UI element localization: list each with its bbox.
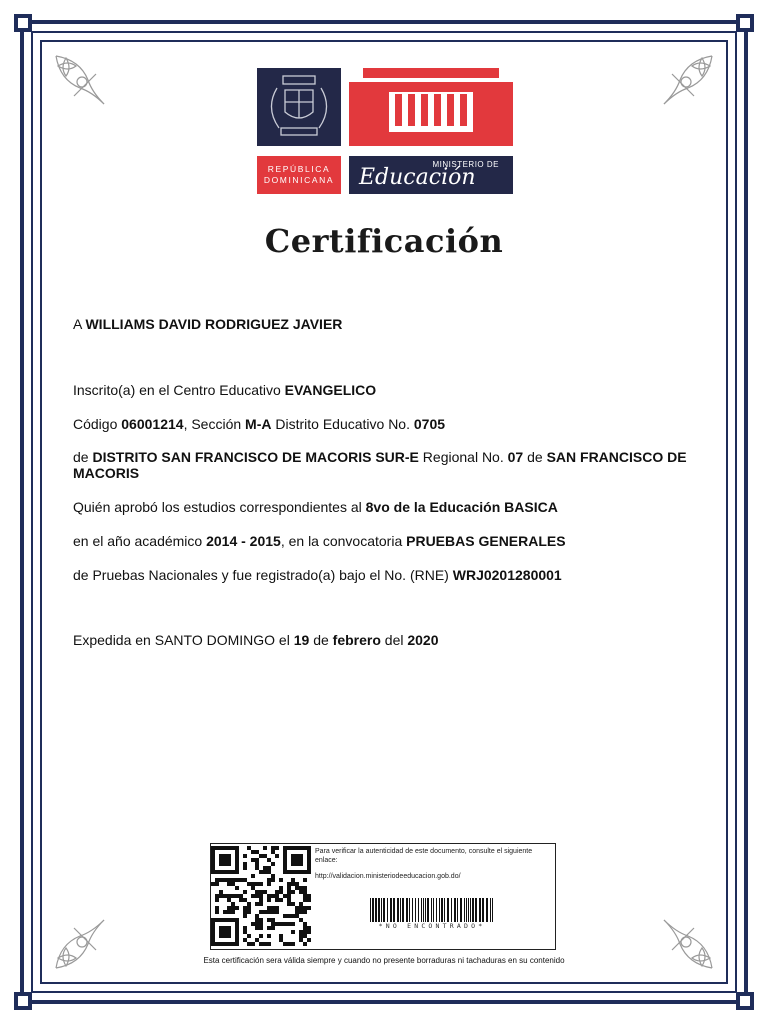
corner-square-bottom-right xyxy=(736,992,754,1010)
seccion-value: M-A xyxy=(245,416,272,432)
issued-del: del xyxy=(384,632,404,648)
codigo-label: Código xyxy=(73,416,118,432)
convocatoria-value: PRUEBAS GENERALES xyxy=(406,533,566,549)
studies-line xyxy=(73,499,698,515)
educacion-text: Educación xyxy=(359,165,476,190)
border-line-top xyxy=(40,40,728,42)
rne-label: de Pruebas Nacionales y fue registrado(a) bajo el No. (RNE) xyxy=(73,567,449,583)
corner-square-bottom-left xyxy=(14,992,32,1010)
republica-text: REPÚBLICA xyxy=(267,164,331,174)
issued-month: febrero xyxy=(332,632,381,648)
rne-value: WRJ0201280001 xyxy=(452,567,562,583)
qr-code-icon[interactable] xyxy=(211,844,311,948)
verification-box xyxy=(210,843,556,950)
ministerio-de-text: MINISTERIO DE xyxy=(432,160,499,169)
corner-ornament-icon xyxy=(52,52,108,108)
recipient-name: WILLIAMS DAVID RODRIGUEZ JAVIER xyxy=(85,316,343,332)
studies-level: BASICA xyxy=(504,499,558,515)
issued-label: Expedida en SANTO DOMINGO el xyxy=(73,632,290,648)
district-de2: de xyxy=(527,449,543,465)
center-name: EVANGELICO xyxy=(284,382,377,398)
distrito-label: Distrito Educativo No. xyxy=(275,416,410,432)
year-label: en el año académico xyxy=(73,533,203,549)
convocatoria-label: , en la convocatoria xyxy=(280,533,403,549)
studies-label: Quién aprobó los estudios correspondientes al xyxy=(73,499,362,515)
barcode-icon xyxy=(368,898,496,922)
recipient-line xyxy=(73,316,698,332)
dominicana-text: DOMINICANA xyxy=(263,175,335,185)
issued-year: 2020 xyxy=(407,632,439,648)
regional-value: 07 xyxy=(507,449,524,465)
center-label: Inscrito(a) en el Centro Educativo xyxy=(73,382,281,398)
corner-square-top-right xyxy=(736,14,754,32)
corner-square-top-left xyxy=(14,14,32,32)
validity-note: Esta certificación sera válida siempre y cuando no presente borraduras ni tachaduras en su contenido xyxy=(203,956,565,965)
republica-dominicana-label xyxy=(257,156,341,194)
page-title: Certificación xyxy=(264,222,504,260)
issued-line xyxy=(73,632,698,648)
recipient-prefix: A xyxy=(73,316,82,332)
ministry-building-icon xyxy=(349,68,513,146)
codigo-line xyxy=(73,416,698,432)
issued-de: de xyxy=(313,632,329,648)
regional-label: Regional No. xyxy=(422,449,504,465)
regional-name: SAN FRANCISCO DE MACORIS xyxy=(73,449,687,481)
ministry-logo xyxy=(257,68,513,196)
distrito-value: 0705 xyxy=(413,416,446,432)
ministerio-educacion-label xyxy=(349,156,513,194)
coat-of-arms-icon xyxy=(257,68,341,146)
district-line xyxy=(73,449,698,481)
issued-day: 19 xyxy=(293,632,310,648)
district-name: DISTRITO SAN FRANCISCO DE MACORIS SUR-E xyxy=(92,449,419,465)
codigo-value: 06001214 xyxy=(121,416,184,432)
verify-url[interactable]: http://validacion.ministeriodeeducacion.gob.do/ xyxy=(315,873,461,880)
year-value: 2014 - 2015 xyxy=(206,533,281,549)
border-line-bottom xyxy=(40,982,728,984)
border-line-right xyxy=(726,40,728,984)
center-line xyxy=(73,382,698,398)
border-line-left xyxy=(40,40,42,984)
rne-line xyxy=(73,567,698,583)
corner-ornament-icon xyxy=(660,52,716,108)
district-de: de xyxy=(73,449,89,465)
year-line xyxy=(73,533,698,549)
studies-grade: 8vo de la Educación xyxy=(365,499,501,515)
verify-text: Para verificar la autenticidad de este documento, consulte el siguiente enlace: xyxy=(315,848,533,864)
barcode-text: *NO ENCONTRADO* xyxy=(378,922,486,930)
seccion-label: , Sección xyxy=(183,416,242,432)
